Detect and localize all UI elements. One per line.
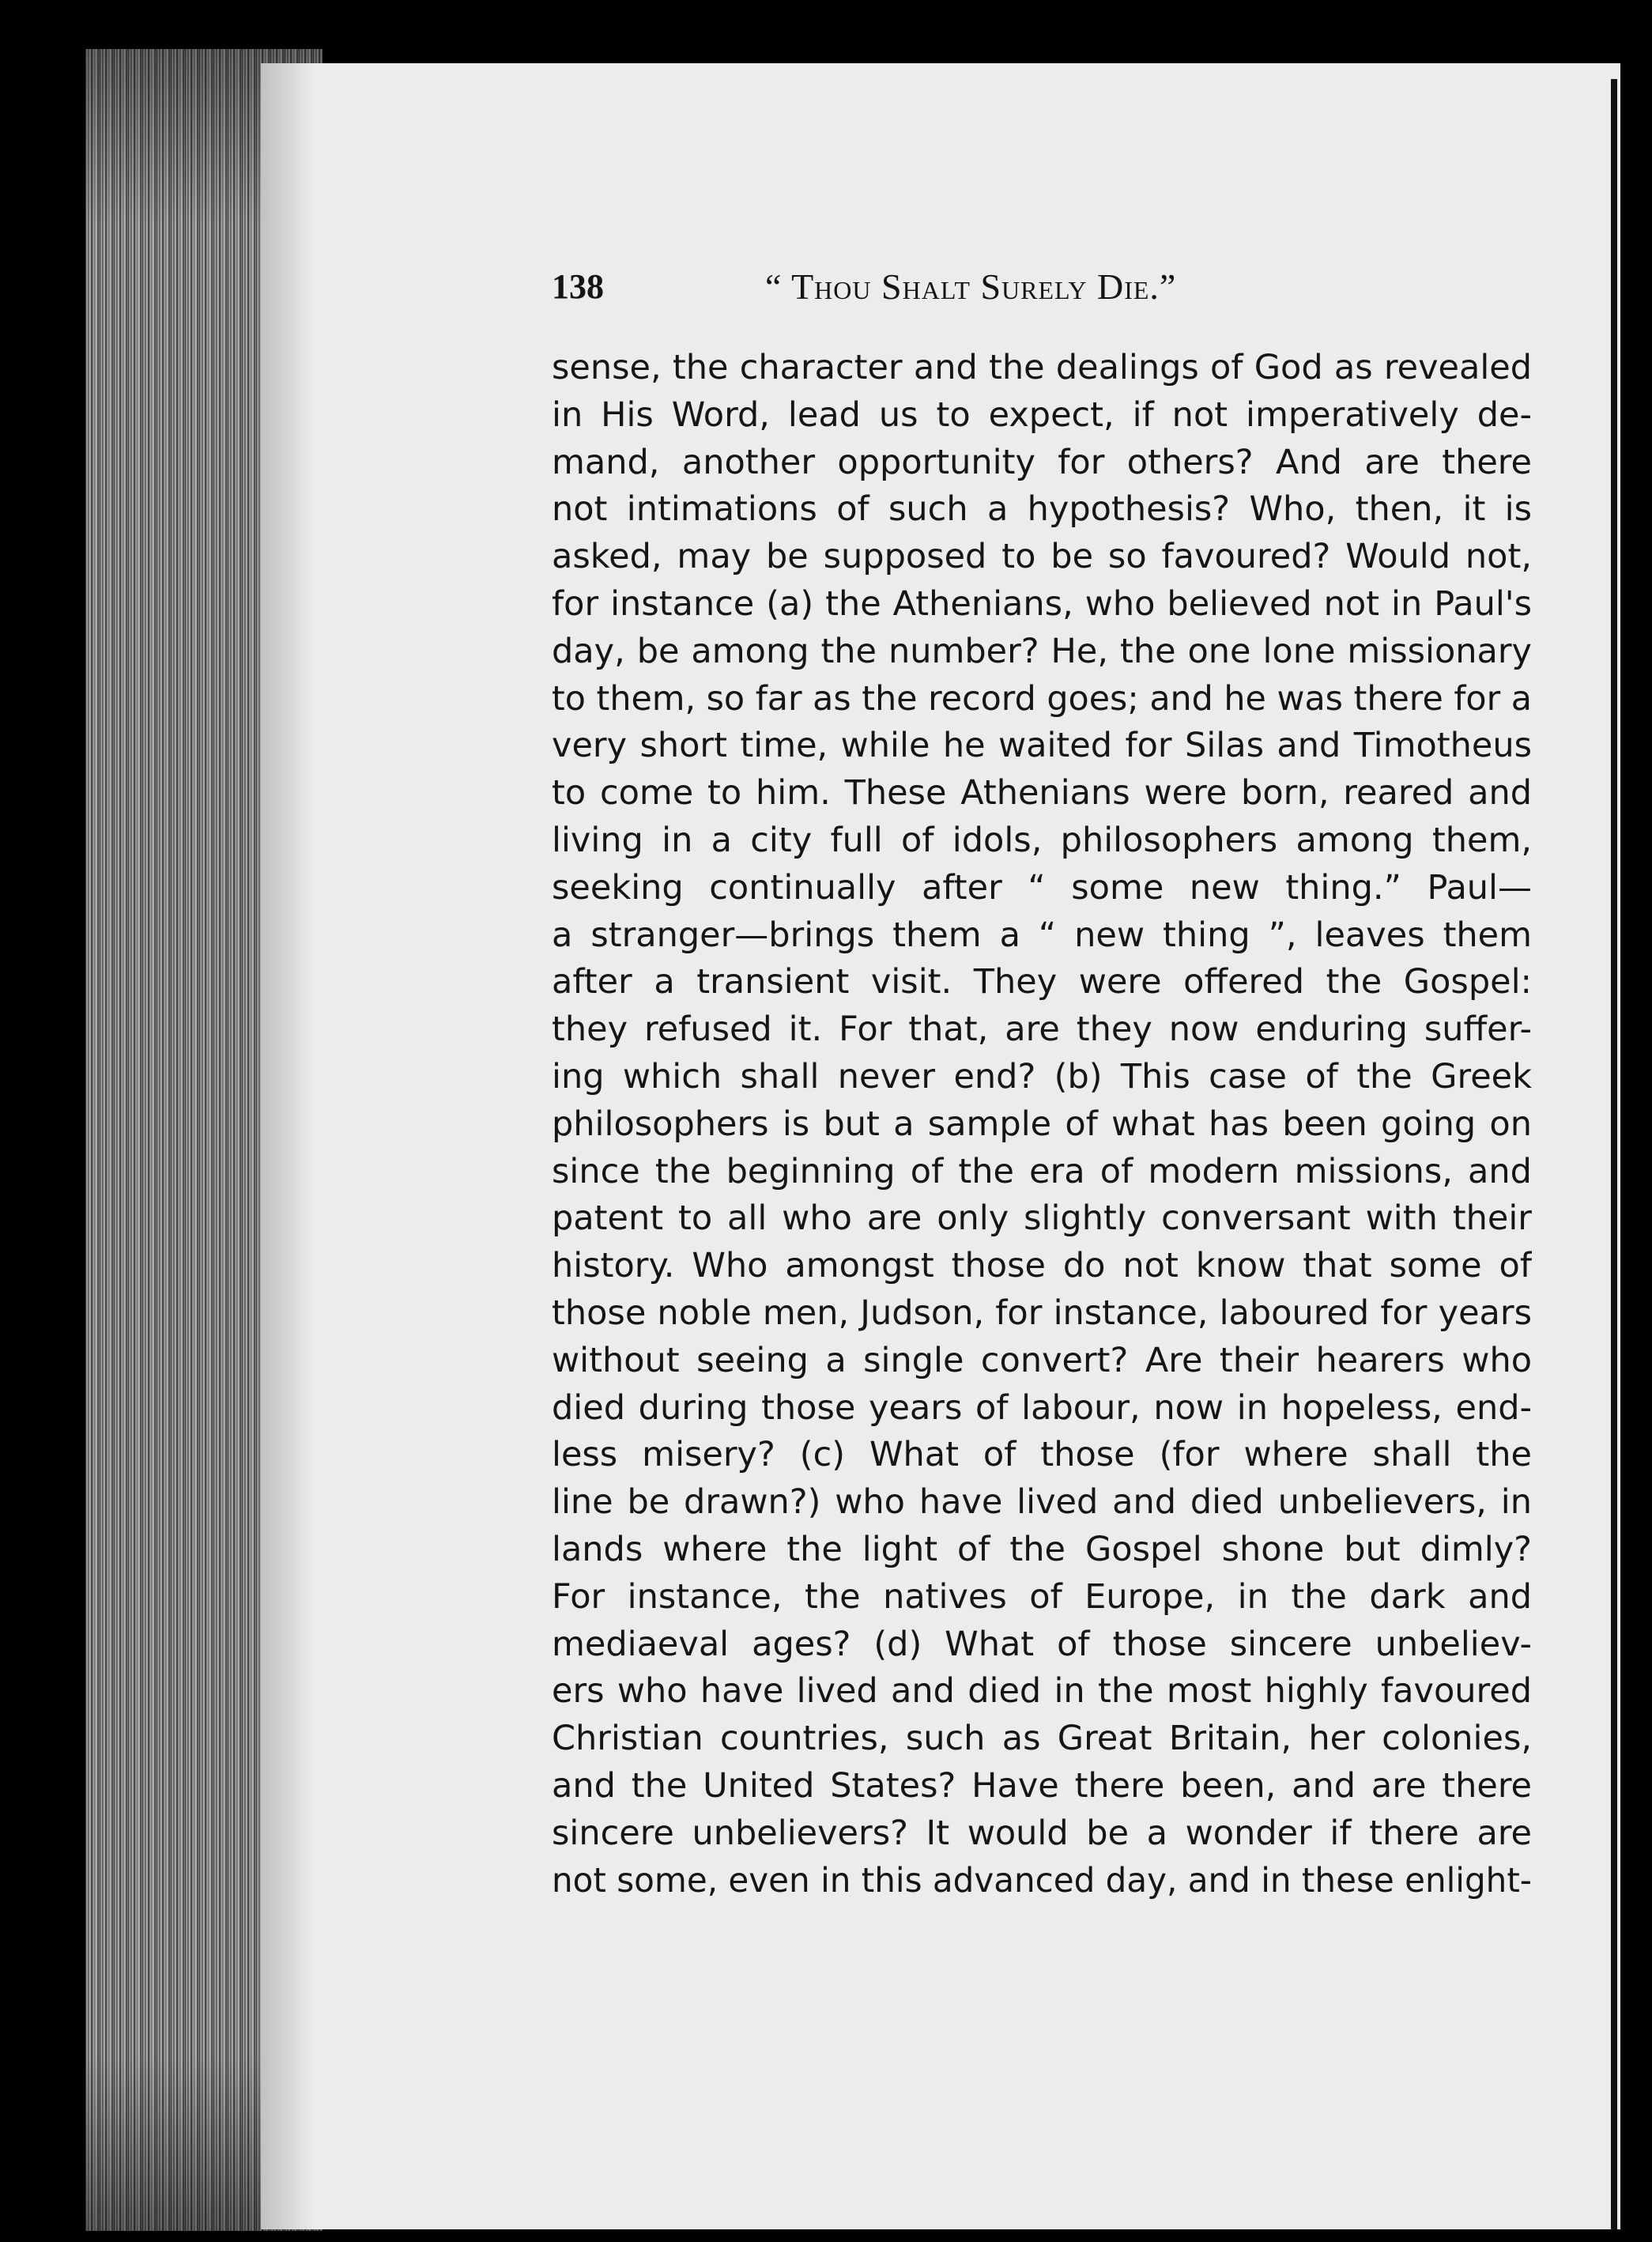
text-line: mediaeval ages? (d) What of those sincere unbeliev-	[552, 1624, 1532, 1664]
text-line: they refused it. For that, are they now enduring suffer-	[552, 1010, 1532, 1050]
text-line: ers who have lived and died in the most highly favoured	[552, 1671, 1532, 1712]
text-line: mand, another opportunity for others? And are there	[552, 442, 1532, 482]
text-line: Christian countries, such as Great Britain, her colonies,	[552, 1719, 1532, 1759]
text-line: asked, may be supposed to be so favoured? Would not,	[552, 537, 1532, 577]
running-title: “ Thou Shalt Surely Die.”	[765, 266, 1177, 307]
text-line: a stranger—brings them a “ new thing ”, leaves them	[552, 915, 1532, 955]
text-line: For instance, the natives of Europe, in the dark and	[552, 1576, 1532, 1617]
text-line: ing which shall never end? (b) This case of the Greek	[552, 1056, 1532, 1096]
text-line: seeking continually after “ some new thing.” Paul—	[552, 867, 1532, 908]
text-line: for instance (a) the Athenians, who believed not in Paul's	[552, 583, 1532, 624]
text-line: after a transient visit. They were offered the Gospel:	[552, 962, 1532, 1002]
text-line: not intimations of such a hypothesis? Who, then, it is	[552, 489, 1532, 530]
text-line: not some, even in this advanced day, and in these enlight-	[552, 1860, 1532, 1900]
text-line: in His Word, lead us to expect, if not imperatively de-	[552, 394, 1532, 435]
text-line: philosophers is but a sample of what has been going on	[552, 1104, 1532, 1144]
scan-border-rule	[1611, 79, 1617, 2229]
text-line: to come to him. These Athenians were born, reared and	[552, 773, 1532, 813]
text-line: lands where the light of the Gospel shone but dimly?	[552, 1529, 1532, 1569]
text-line: day, be among the number? He, the one lone missionary	[552, 631, 1532, 671]
text-line: and the United States? Have there been, and are there	[552, 1765, 1532, 1806]
text-line: since the beginning of the era of modern missions, and	[552, 1151, 1532, 1191]
text-line: sincere unbelievers? It would be a wonder if there are	[552, 1813, 1532, 1853]
text-line: less misery? (c) What of those (for where shall the	[552, 1435, 1532, 1475]
text-line: living in a city full of idols, philosophers among them,	[552, 820, 1532, 860]
text-line: died during those years of labour, now in hopeless, end-	[552, 1387, 1532, 1428]
text-line: sense, the character and the dealings of God as revealed	[552, 348, 1532, 387]
running-head	[552, 258, 1532, 316]
page-number: 138	[552, 267, 604, 306]
text-line: without seeing a single convert? Are their hearers who	[552, 1340, 1532, 1380]
text-line: to them, so far as the record goes; and he was there for a	[552, 678, 1533, 719]
text-line: history. Who amongst those do not know that some of	[552, 1246, 1532, 1286]
text-line: very short time, while he waited for Silas and Timotheus	[552, 726, 1532, 766]
body-text	[552, 345, 1532, 1904]
text-line: line be drawn?) who have lived and died unbelievers, in	[552, 1482, 1532, 1523]
text-line: those noble men, Judson, for instance, laboured for years	[552, 1293, 1532, 1333]
text-line: patent to all who are only slightly conversant with their	[552, 1198, 1532, 1239]
